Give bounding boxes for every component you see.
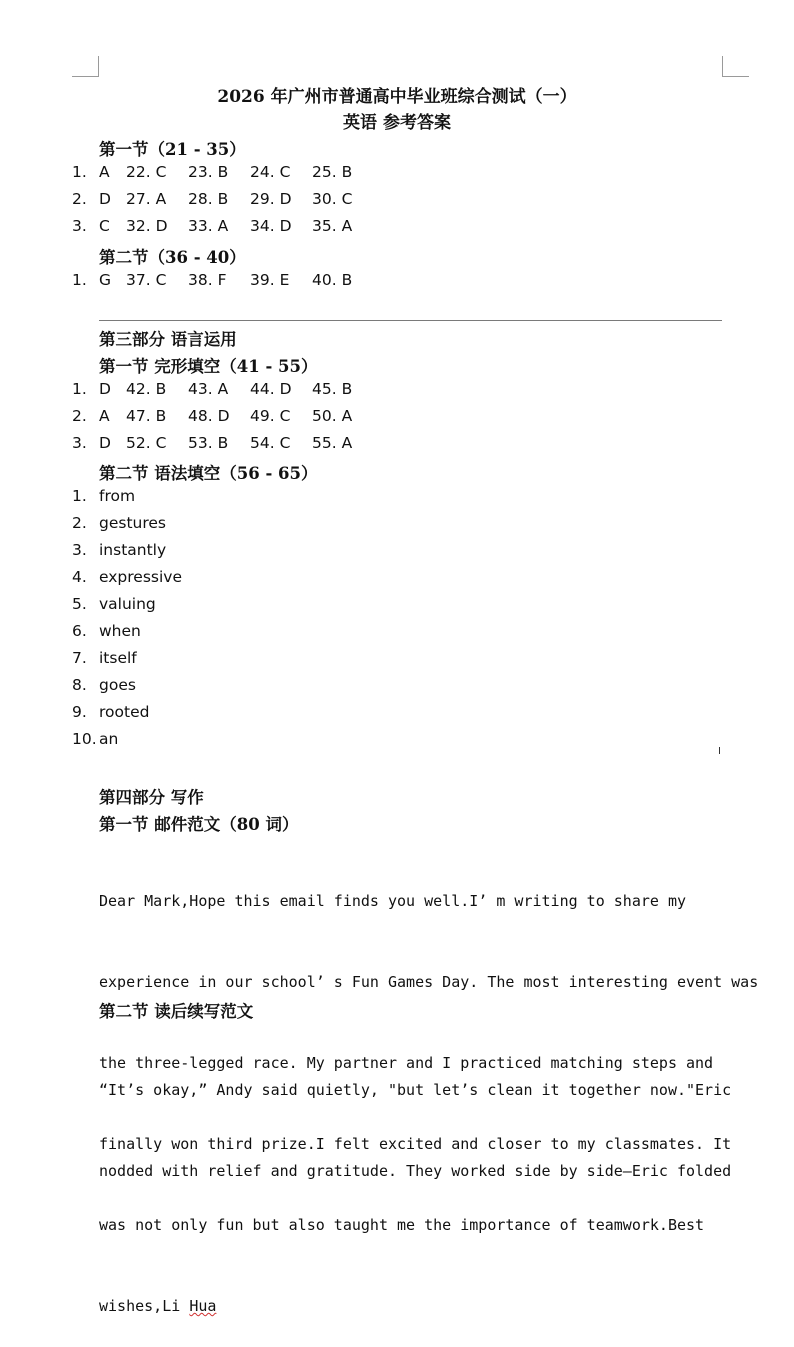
- row-number: 1.: [72, 380, 87, 398]
- answer-cell: 45. B: [312, 380, 353, 398]
- answer-cell: 33. A: [188, 217, 229, 235]
- item-answer: gestures: [99, 514, 166, 532]
- answer-cell: 54. C: [250, 434, 291, 452]
- row-number: 3.: [72, 434, 87, 452]
- section2-heading: 第二节（36 - 40）: [99, 248, 246, 267]
- email-line: was not only fun but also taught me the importance of teamwork.Best: [99, 1216, 705, 1234]
- item-number: 9.: [72, 703, 87, 721]
- answer-cell: 53. B: [188, 434, 229, 452]
- answer-cell: 47. B: [126, 407, 167, 425]
- item-number: 3.: [72, 541, 87, 559]
- item-number: 1.: [72, 487, 87, 505]
- answer-cell: 35. A: [312, 217, 353, 235]
- answer-row: [72, 190, 374, 208]
- answer-cell: A: [99, 407, 110, 425]
- answer-cell: 44. D: [250, 380, 292, 398]
- answer-cell: 49. C: [250, 407, 291, 425]
- answer-cell: 38. F: [188, 271, 227, 289]
- answer-cell: 22. C: [126, 163, 167, 181]
- answer-cell: 29. D: [250, 190, 292, 208]
- item-answer: goes: [99, 676, 136, 694]
- grammar-item: [72, 622, 141, 640]
- grammar-item: [72, 568, 182, 586]
- continuation-line: “It’s okay,” Andy said quietly, "but let’s clean it together now."Eric: [99, 1081, 732, 1099]
- item-number: 7.: [72, 649, 87, 667]
- row-number: 1.: [72, 271, 87, 289]
- answer-row: [72, 217, 374, 235]
- answer-cell: 30. C: [312, 190, 353, 208]
- part3-heading: 第三部分 语言运用: [99, 330, 237, 349]
- continuation-sample-text: [99, 1023, 732, 1212]
- item-answer: when: [99, 622, 141, 640]
- answer-cell: D: [99, 190, 111, 208]
- crop-mark-top-left: [72, 56, 99, 77]
- answer-cell: 27. A: [126, 190, 167, 208]
- crop-mark-top-right: [722, 56, 749, 77]
- answer-cell: C: [99, 217, 110, 235]
- grammar-item: [72, 595, 156, 613]
- document-title: 2026 年广州市普通高中毕业班综合测试（一）: [217, 87, 577, 107]
- answer-row: [72, 163, 374, 181]
- grammar-item: [72, 703, 149, 721]
- grammar-item: [72, 541, 166, 559]
- grammar-item: [72, 730, 118, 748]
- part4-heading: 第四部分 写作: [99, 788, 204, 807]
- item-answer: instantly: [99, 541, 167, 559]
- item-number: 5.: [72, 595, 87, 613]
- email-heading: 第一节 邮件范文（80 词）: [99, 815, 299, 834]
- answer-row: [72, 407, 374, 425]
- row-number: 2.: [72, 190, 87, 208]
- item-answer: an: [99, 730, 119, 748]
- grammar-heading: 第二节 语法填空（56 - 65）: [99, 464, 318, 483]
- answer-row: [72, 271, 374, 289]
- answer-cell: 39. E: [250, 271, 290, 289]
- answer-cell: 48. D: [188, 407, 230, 425]
- answer-cell: 43. A: [188, 380, 229, 398]
- grammar-item: [72, 649, 137, 667]
- answer-cell: 40. B: [312, 271, 353, 289]
- email-line-last: [99, 1293, 729, 1320]
- answer-row: [72, 380, 374, 398]
- item-answer: valuing: [99, 595, 156, 613]
- answer-cell: 25. B: [312, 163, 353, 181]
- item-number: 8.: [72, 676, 87, 694]
- continuation-heading: 第二节 读后续写范文: [99, 1002, 254, 1021]
- item-answer: itself: [99, 649, 137, 667]
- answer-cell: 55. A: [312, 434, 353, 452]
- continuation-line: nodded with relief and gratitude. They worked side by side—Eric folded: [99, 1162, 732, 1180]
- answer-cell: D: [99, 380, 111, 398]
- document-subtitle: 英语 参考答案: [343, 113, 451, 133]
- item-answer: expressive: [99, 568, 183, 586]
- cloze-heading: 第一节 完形填空（41 - 55）: [99, 357, 318, 376]
- row-number: 3.: [72, 217, 87, 235]
- answer-cell: 52. C: [126, 434, 167, 452]
- item-answer: rooted: [99, 703, 150, 721]
- row-number: 2.: [72, 407, 87, 425]
- answer-cell: A: [99, 163, 110, 181]
- item-number: 2.: [72, 514, 87, 532]
- email-line: experience in our school’ s Fun Games Day. The most interesting event was: [99, 973, 759, 991]
- grammar-item: [72, 676, 136, 694]
- divider: [99, 320, 722, 321]
- answer-row: [72, 434, 374, 452]
- answer-cell: 50. A: [312, 407, 353, 425]
- email-line: finally won third prize.I felt excited and closer to my classmates. It: [99, 1135, 732, 1153]
- answer-cell: 37. C: [126, 271, 167, 289]
- answer-cell: 28. B: [188, 190, 229, 208]
- answer-cell: D: [99, 434, 111, 452]
- answer-cell: 24. C: [250, 163, 291, 181]
- grammar-item: [72, 514, 166, 532]
- email-signoff: wishes,Li: [99, 1297, 190, 1315]
- answer-cell: 34. D: [250, 217, 292, 235]
- answer-cell: 23. B: [188, 163, 229, 181]
- grammar-item: [72, 487, 135, 505]
- item-number: 4.: [72, 568, 87, 586]
- section1-heading: 第一节（21 - 35）: [99, 140, 246, 159]
- item-number: 6.: [72, 622, 87, 640]
- answer-cell: G: [99, 271, 112, 289]
- row-number: 1.: [72, 163, 87, 181]
- answer-cell: 42. B: [126, 380, 167, 398]
- item-answer: from: [99, 487, 136, 505]
- email-line: the three-legged race. My partner and I practiced matching steps and: [99, 1054, 714, 1072]
- text-cursor-mark: [719, 747, 720, 754]
- answer-cell: 32. D: [126, 217, 168, 235]
- email-line: Dear Mark,Hope this email finds you well.I’ m writing to share my: [99, 892, 686, 910]
- item-number: 10.: [72, 730, 97, 748]
- spellcheck-flagged-word: Hua: [189, 1297, 217, 1315]
